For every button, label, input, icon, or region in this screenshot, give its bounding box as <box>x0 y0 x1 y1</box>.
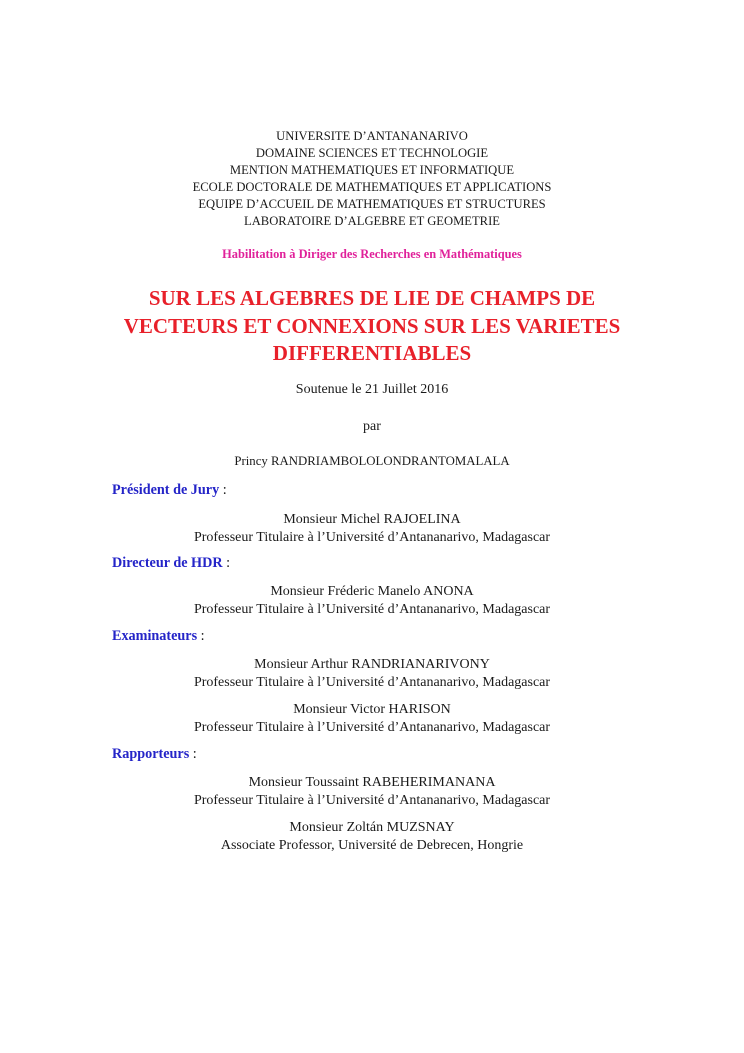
member-name: Monsieur Toussaint RABEHERIMANANA <box>248 775 496 790</box>
member-title: Professeur Titulaire à l’Université d’Antananarivo, Madagascar <box>193 793 551 808</box>
member-name: Monsieur Arthur RANDRIANARIVONY <box>254 657 490 672</box>
role-separator: : <box>197 628 205 644</box>
author-name: Princy RANDRIAMBOLOLONDRANTOMALALA <box>234 454 510 468</box>
degree-subtitle: Habilitation à Diriger des Recherches en Mathématiques <box>222 247 522 261</box>
header-line-doctoral-school: ECOLE DOCTORALE DE MATHEMATIQUES ET APPLICATIONS <box>192 180 552 194</box>
jury-member <box>0 511 744 547</box>
title-line-3: DIFFERENTIABLES <box>272 341 472 365</box>
jury-member <box>0 701 744 737</box>
title-line-2: VECTEURS ET CONNEXIONS SUR LES VARIETES <box>123 313 621 338</box>
member-title: Professeur Titulaire à l’Université d’Antananarivo, Madagascar <box>193 720 551 735</box>
jury-member <box>0 819 744 855</box>
header-line-laboratory: LABORATOIRE D’ALGEBRE ET GEOMETRIE <box>244 214 500 228</box>
header-line-team: EQUIPE D’ACCUEIL DE MATHEMATIQUES ET STRUCTURES <box>198 197 546 211</box>
thesis-title <box>0 285 744 368</box>
header-line-university: UNIVERSITE D’ANTANANARIVO <box>276 129 468 143</box>
member-name: Monsieur Fréderic Manelo ANONA <box>270 584 474 599</box>
jury-member <box>0 583 744 619</box>
defense-date: Soutenue le 21 Juillet 2016 <box>295 382 449 397</box>
role-reviewers <box>112 746 197 763</box>
role-label: Examinateurs <box>112 628 198 644</box>
role-label: Directeur de HDR <box>112 555 223 571</box>
institution-header <box>0 128 744 230</box>
header-line-domain: DOMAINE SCIENCES ET TECHNOLOGIE <box>255 146 489 160</box>
member-name: Monsieur Zoltán MUZSNAY <box>289 820 455 835</box>
jury-member <box>0 774 744 810</box>
header-line-mention: MENTION MATHEMATIQUES ET INFORMATIQUE <box>229 163 515 177</box>
role-president <box>112 482 227 499</box>
role-director <box>112 555 230 572</box>
member-title: Professeur Titulaire à l’Université d’Antananarivo, Madagascar <box>193 530 551 545</box>
role-examiners <box>112 628 205 645</box>
member-title: Professeur Titulaire à l’Université d’Antananarivo, Madagascar <box>193 675 551 690</box>
role-separator: : <box>189 746 197 762</box>
jury-member <box>0 656 744 692</box>
role-separator: : <box>222 555 231 571</box>
member-title: Associate Professor, Université de Debrecen, Hongrie <box>220 838 524 853</box>
title-line-1: SUR LES ALGEBRES DE LIE DE CHAMPS DE <box>148 286 596 310</box>
role-separator: : <box>219 482 227 498</box>
role-label: Rapporteurs <box>112 746 190 762</box>
member-name: Monsieur Michel RAJOELINA <box>283 512 461 527</box>
member-name: Monsieur Victor HARISON <box>293 702 451 717</box>
role-label: Président de Jury <box>112 482 220 498</box>
member-title: Professeur Titulaire à l’Université d’Antananarivo, Madagascar <box>193 602 551 617</box>
by-label: par <box>363 419 381 434</box>
